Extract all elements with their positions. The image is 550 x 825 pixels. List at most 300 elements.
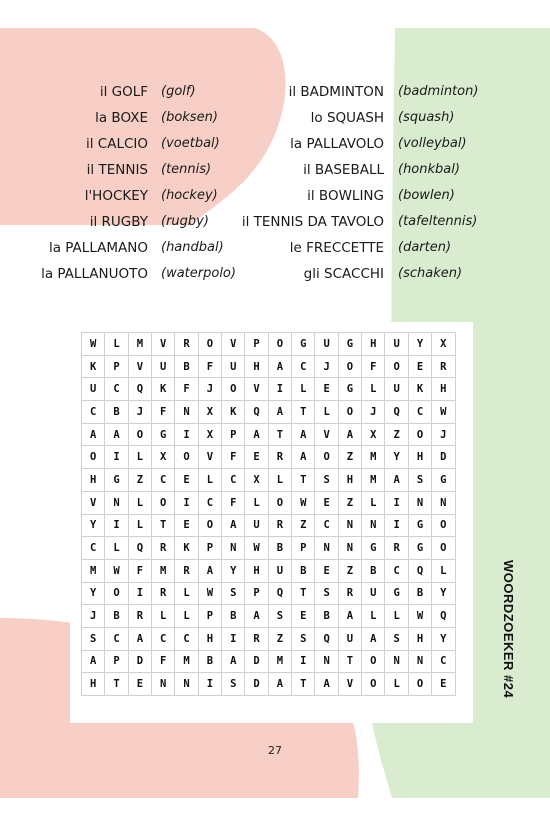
grid-cell[interactable]: H: [432, 378, 455, 401]
grid-cell[interactable]: C: [152, 627, 175, 650]
grid-cell[interactable]: B: [198, 650, 221, 673]
italian-word: il CALCIO: [85, 136, 148, 152]
grid-cell[interactable]: X: [198, 401, 221, 424]
grid-cell[interactable]: A: [338, 605, 361, 628]
grid-cell[interactable]: V: [82, 491, 105, 514]
grid-cell[interactable]: C: [175, 627, 198, 650]
grid-cell[interactable]: I: [198, 673, 221, 696]
grid-cell[interactable]: I: [268, 378, 291, 401]
grid-cell[interactable]: J: [82, 605, 105, 628]
grid-cell[interactable]: T: [152, 514, 175, 537]
grid-cell[interactable]: R: [152, 582, 175, 605]
grid-cell[interactable]: O: [128, 423, 151, 446]
grid-cell[interactable]: R: [268, 514, 291, 537]
grid-cell[interactable]: I: [105, 446, 128, 469]
grid-cell[interactable]: D: [128, 650, 151, 673]
grid-cell[interactable]: I: [222, 627, 245, 650]
grid-row: [82, 537, 456, 560]
grid-cell[interactable]: C: [152, 469, 175, 492]
grid-cell[interactable]: P: [222, 423, 245, 446]
grid-cell[interactable]: A: [105, 423, 128, 446]
grid-cell[interactable]: R: [432, 355, 455, 378]
grid-row: [82, 446, 456, 469]
grid-cell[interactable]: O: [362, 673, 385, 696]
grid-cell[interactable]: Y: [222, 559, 245, 582]
grid-cell[interactable]: U: [338, 627, 361, 650]
grid-cell[interactable]: T: [292, 582, 315, 605]
grid-cell[interactable]: J: [315, 355, 338, 378]
grid-cell[interactable]: S: [315, 582, 338, 605]
grid-cell[interactable]: A: [268, 355, 291, 378]
grid-cell[interactable]: X: [152, 446, 175, 469]
grid-cell[interactable]: A: [268, 673, 291, 696]
grid-cell[interactable]: G: [432, 469, 455, 492]
grid-cell[interactable]: O: [408, 423, 431, 446]
grid-cell[interactable]: Q: [315, 627, 338, 650]
grid-cell[interactable]: U: [385, 378, 408, 401]
grid-cell[interactable]: F: [222, 446, 245, 469]
italian-word: l'HOCKEY: [84, 188, 148, 204]
grid-cell[interactable]: Q: [245, 401, 268, 424]
grid-cell[interactable]: U: [152, 355, 175, 378]
grid-cell[interactable]: C: [408, 401, 431, 424]
grid-cell[interactable]: A: [268, 401, 291, 424]
grid-cell[interactable]: N: [152, 673, 175, 696]
grid-cell[interactable]: G: [362, 537, 385, 560]
grid-cell[interactable]: Z: [385, 423, 408, 446]
grid-cell[interactable]: G: [338, 333, 361, 356]
grid-cell[interactable]: O: [268, 491, 291, 514]
grid-cell[interactable]: Q: [432, 605, 455, 628]
grid-cell[interactable]: U: [315, 333, 338, 356]
grid-cell[interactable]: F: [222, 491, 245, 514]
grid-cell[interactable]: O: [198, 514, 221, 537]
italian-word: il BASEBALL: [303, 162, 384, 178]
grid-cell[interactable]: T: [105, 673, 128, 696]
grid-cell[interactable]: L: [315, 401, 338, 424]
grid-cell[interactable]: X: [362, 423, 385, 446]
italian-word: il BADMINTON: [288, 84, 384, 100]
italian-word: la PALLAVOLO: [290, 136, 384, 152]
dutch-translation: (hockey): [161, 188, 218, 203]
dutch-translation: (boksen): [161, 110, 218, 125]
grid-cell[interactable]: I: [385, 514, 408, 537]
grid-cell[interactable]: L: [385, 673, 408, 696]
puzzle-title: WOORDZOEKER #24: [501, 560, 516, 699]
grid-cell[interactable]: M: [268, 650, 291, 673]
grid-cell[interactable]: H: [82, 469, 105, 492]
grid-cell[interactable]: A: [82, 423, 105, 446]
grid-cell[interactable]: O: [315, 446, 338, 469]
grid-cell[interactable]: T: [292, 469, 315, 492]
grid-cell[interactable]: Y: [408, 333, 431, 356]
grid-cell[interactable]: O: [152, 491, 175, 514]
grid-cell[interactable]: H: [245, 559, 268, 582]
grid-cell[interactable]: L: [105, 333, 128, 356]
grid-cell[interactable]: B: [292, 559, 315, 582]
grid-cell[interactable]: K: [152, 378, 175, 401]
grid-cell[interactable]: E: [245, 446, 268, 469]
grid-cell[interactable]: E: [315, 378, 338, 401]
grid-cell[interactable]: O: [432, 514, 455, 537]
grid-cell[interactable]: A: [82, 650, 105, 673]
dutch-translation: (darten): [398, 240, 452, 255]
grid-cell[interactable]: U: [222, 355, 245, 378]
grid-cell[interactable]: W: [245, 537, 268, 560]
grid-cell[interactable]: C: [105, 378, 128, 401]
grid-cell[interactable]: N: [385, 650, 408, 673]
grid-cell[interactable]: G: [408, 514, 431, 537]
grid-cell[interactable]: B: [105, 401, 128, 424]
grid-cell[interactable]: C: [432, 650, 455, 673]
grid-cell[interactable]: O: [82, 446, 105, 469]
word-search-panel: [70, 322, 473, 723]
italian-word: il GOLF: [99, 84, 148, 100]
grid-cell[interactable]: O: [268, 333, 291, 356]
grid-cell[interactable]: J: [432, 423, 455, 446]
dutch-translation: (bowlen): [398, 188, 455, 203]
grid-cell[interactable]: R: [268, 446, 291, 469]
grid-cell[interactable]: B: [175, 355, 198, 378]
grid-cell[interactable]: H: [408, 627, 431, 650]
grid-cell[interactable]: Y: [432, 627, 455, 650]
grid-cell[interactable]: L: [105, 537, 128, 560]
grid-cell[interactable]: O: [432, 537, 455, 560]
grid-cell[interactable]: E: [315, 559, 338, 582]
grid-cell[interactable]: B: [408, 582, 431, 605]
italian-word: lo SQUASH: [310, 110, 384, 126]
grid-cell[interactable]: E: [432, 673, 455, 696]
grid-cell[interactable]: O: [105, 582, 128, 605]
dutch-translation: (waterpolo): [161, 266, 236, 281]
grid-cell[interactable]: Y: [385, 446, 408, 469]
grid-cell[interactable]: H: [245, 355, 268, 378]
grid-cell[interactable]: W: [82, 333, 105, 356]
grid-row: [82, 491, 456, 514]
grid-cell[interactable]: A: [292, 446, 315, 469]
grid-cell[interactable]: O: [362, 650, 385, 673]
grid-cell[interactable]: W: [292, 491, 315, 514]
grid-cell[interactable]: G: [385, 582, 408, 605]
grid-cell[interactable]: Q: [268, 582, 291, 605]
grid-cell[interactable]: R: [385, 537, 408, 560]
grid-cell[interactable]: B: [222, 605, 245, 628]
grid-cell[interactable]: N: [408, 650, 431, 673]
grid-cell[interactable]: A: [128, 627, 151, 650]
grid-cell[interactable]: L: [128, 491, 151, 514]
grid-cell[interactable]: M: [152, 559, 175, 582]
grid-cell[interactable]: Y: [82, 514, 105, 537]
grid-cell[interactable]: C: [82, 537, 105, 560]
grid-cell[interactable]: C: [385, 559, 408, 582]
grid-cell[interactable]: A: [292, 423, 315, 446]
grid-cell[interactable]: O: [175, 446, 198, 469]
grid-cell[interactable]: X: [198, 423, 221, 446]
page-number: 27: [268, 744, 282, 757]
grid-cell[interactable]: Z: [128, 469, 151, 492]
word-row: [0, 108, 550, 134]
grid-cell[interactable]: U: [82, 378, 105, 401]
grid-cell[interactable]: R: [175, 559, 198, 582]
grid-cell[interactable]: F: [152, 650, 175, 673]
grid-cell[interactable]: K: [82, 355, 105, 378]
grid-cell[interactable]: K: [408, 378, 431, 401]
grid-cell[interactable]: L: [198, 469, 221, 492]
grid-cell[interactable]: Y: [82, 582, 105, 605]
italian-word: la PALLANUOTO: [41, 266, 148, 282]
grid-row: [82, 378, 456, 401]
grid-cell[interactable]: A: [362, 627, 385, 650]
grid-cell[interactable]: N: [338, 537, 361, 560]
grid-cell[interactable]: J: [362, 401, 385, 424]
grid-cell[interactable]: H: [338, 469, 361, 492]
grid-cell[interactable]: I: [175, 491, 198, 514]
grid-cell[interactable]: I: [292, 650, 315, 673]
grid-cell[interactable]: D: [432, 446, 455, 469]
grid-cell[interactable]: J: [198, 378, 221, 401]
word-row: [0, 264, 550, 290]
italian-word: la BOXE: [95, 110, 148, 126]
grid-cell[interactable]: B: [105, 605, 128, 628]
grid-cell[interactable]: F: [198, 355, 221, 378]
italian-word: le FRECCETTE: [289, 240, 384, 256]
grid-cell[interactable]: A: [245, 423, 268, 446]
grid-cell[interactable]: T: [292, 401, 315, 424]
grid-cell[interactable]: E: [175, 469, 198, 492]
grid-cell[interactable]: E: [175, 514, 198, 537]
grid-cell[interactable]: S: [315, 469, 338, 492]
italian-word: la PALLAMANO: [48, 240, 148, 256]
grid-cell[interactable]: L: [432, 559, 455, 582]
grid-cell[interactable]: X: [432, 333, 455, 356]
grid-cell[interactable]: E: [315, 491, 338, 514]
grid-cell[interactable]: F: [175, 378, 198, 401]
grid-cell[interactable]: A: [222, 514, 245, 537]
grid-cell[interactable]: O: [385, 355, 408, 378]
grid-cell[interactable]: N: [432, 491, 455, 514]
grid-cell[interactable]: A: [245, 605, 268, 628]
grid-cell[interactable]: H: [82, 673, 105, 696]
grid-cell[interactable]: N: [222, 537, 245, 560]
grid-cell[interactable]: I: [175, 423, 198, 446]
grid-cell[interactable]: L: [362, 605, 385, 628]
grid-cell[interactable]: G: [105, 469, 128, 492]
grid-cell[interactable]: R: [128, 605, 151, 628]
grid-cell[interactable]: M: [362, 446, 385, 469]
grid-cell[interactable]: L: [175, 605, 198, 628]
grid-cell[interactable]: S: [292, 627, 315, 650]
grid-cell[interactable]: K: [222, 401, 245, 424]
grid-cell[interactable]: F: [362, 355, 385, 378]
grid-cell[interactable]: L: [152, 605, 175, 628]
grid-cell[interactable]: E: [128, 673, 151, 696]
grid-cell[interactable]: Q: [385, 401, 408, 424]
grid-cell[interactable]: V: [338, 673, 361, 696]
grid-cell[interactable]: R: [338, 582, 361, 605]
grid-cell[interactable]: S: [268, 605, 291, 628]
grid-cell[interactable]: S: [222, 582, 245, 605]
grid-cell[interactable]: V: [152, 333, 175, 356]
grid-cell[interactable]: N: [338, 514, 361, 537]
grid-cell[interactable]: C: [292, 355, 315, 378]
grid-cell[interactable]: L: [385, 605, 408, 628]
grid-cell[interactable]: N: [175, 401, 198, 424]
grid-cell[interactable]: L: [362, 491, 385, 514]
grid-cell[interactable]: C: [105, 627, 128, 650]
grid-cell[interactable]: A: [198, 559, 221, 582]
grid-cell[interactable]: P: [105, 650, 128, 673]
grid-cell[interactable]: D: [245, 650, 268, 673]
grid-cell[interactable]: Z: [338, 491, 361, 514]
grid-cell[interactable]: H: [362, 333, 385, 356]
grid-cell[interactable]: P: [105, 355, 128, 378]
word-row: [0, 186, 550, 212]
dutch-translation: (golf): [161, 84, 196, 99]
grid-cell[interactable]: Q: [408, 559, 431, 582]
dutch-translation: (voetbal): [161, 136, 220, 151]
grid-cell[interactable]: V: [245, 378, 268, 401]
grid-cell[interactable]: W: [198, 582, 221, 605]
grid-cell[interactable]: V: [128, 355, 151, 378]
dutch-translation: (handbal): [161, 240, 224, 255]
grid-cell[interactable]: L: [128, 446, 151, 469]
grid-cell[interactable]: N: [105, 491, 128, 514]
grid-row: [82, 333, 456, 356]
grid-cell[interactable]: P: [198, 537, 221, 560]
grid-cell[interactable]: X: [245, 469, 268, 492]
grid-cell[interactable]: M: [82, 559, 105, 582]
grid-cell[interactable]: S: [385, 627, 408, 650]
grid-cell[interactable]: O: [408, 673, 431, 696]
grid-cell[interactable]: M: [175, 650, 198, 673]
grid-cell[interactable]: Z: [292, 514, 315, 537]
italian-word: gli SCACCHI: [303, 266, 384, 282]
grid-cell[interactable]: A: [315, 673, 338, 696]
word-row: [0, 134, 550, 160]
grid-cell[interactable]: R: [152, 537, 175, 560]
grid-cell[interactable]: U: [385, 333, 408, 356]
grid-cell[interactable]: T: [268, 423, 291, 446]
grid-cell[interactable]: M: [362, 469, 385, 492]
grid-cell[interactable]: L: [268, 469, 291, 492]
grid-cell[interactable]: G: [292, 333, 315, 356]
grid-row: [82, 401, 456, 424]
grid-cell[interactable]: E: [292, 605, 315, 628]
grid-cell[interactable]: A: [222, 650, 245, 673]
grid-cell[interactable]: H: [198, 627, 221, 650]
grid-cell[interactable]: P: [245, 333, 268, 356]
grid-cell[interactable]: B: [268, 537, 291, 560]
grid-cell[interactable]: A: [338, 423, 361, 446]
grid-cell[interactable]: Q: [128, 537, 151, 560]
grid-cell[interactable]: G: [152, 423, 175, 446]
word-row: [0, 212, 550, 238]
grid-cell[interactable]: P: [245, 582, 268, 605]
grid-cell[interactable]: R: [245, 627, 268, 650]
grid-cell[interactable]: M: [128, 333, 151, 356]
grid-cell[interactable]: L: [362, 378, 385, 401]
grid-cell[interactable]: V: [222, 333, 245, 356]
grid-cell[interactable]: D: [245, 673, 268, 696]
grid-cell[interactable]: W: [105, 559, 128, 582]
grid-cell[interactable]: S: [82, 627, 105, 650]
word-row: [0, 160, 550, 186]
grid-cell[interactable]: L: [175, 582, 198, 605]
grid-cell[interactable]: S: [408, 469, 431, 492]
grid-cell[interactable]: O: [338, 355, 361, 378]
grid-cell[interactable]: Z: [268, 627, 291, 650]
grid-row: [82, 605, 456, 628]
grid-cell[interactable]: J: [128, 401, 151, 424]
grid-row: [82, 582, 456, 605]
grid-cell[interactable]: V: [198, 446, 221, 469]
grid-cell[interactable]: C: [82, 401, 105, 424]
grid-cell[interactable]: V: [315, 423, 338, 446]
dutch-translation: (volleybal): [398, 136, 467, 151]
grid-row: [82, 673, 456, 696]
grid-cell[interactable]: O: [198, 333, 221, 356]
grid-cell[interactable]: H: [408, 446, 431, 469]
grid-cell[interactable]: U: [268, 559, 291, 582]
grid-cell[interactable]: Q: [128, 378, 151, 401]
grid-cell[interactable]: N: [362, 514, 385, 537]
grid-cell[interactable]: L: [245, 491, 268, 514]
grid-cell[interactable]: I: [385, 491, 408, 514]
grid-cell[interactable]: C: [315, 514, 338, 537]
word-list: [0, 82, 550, 290]
grid-cell[interactable]: P: [292, 537, 315, 560]
grid-cell[interactable]: G: [338, 378, 361, 401]
grid-cell[interactable]: E: [408, 355, 431, 378]
grid-cell[interactable]: O: [338, 401, 361, 424]
grid-cell[interactable]: C: [198, 491, 221, 514]
grid-cell[interactable]: F: [152, 401, 175, 424]
grid-cell[interactable]: K: [175, 537, 198, 560]
grid-cell[interactable]: G: [408, 537, 431, 560]
grid-row: [82, 469, 456, 492]
grid-cell[interactable]: W: [432, 401, 455, 424]
grid-cell[interactable]: P: [198, 605, 221, 628]
grid-cell[interactable]: Z: [338, 559, 361, 582]
grid-cell[interactable]: C: [222, 469, 245, 492]
grid-cell[interactable]: T: [338, 650, 361, 673]
grid-cell[interactable]: R: [175, 333, 198, 356]
grid-cell[interactable]: S: [222, 673, 245, 696]
grid-row: [82, 355, 456, 378]
grid-cell[interactable]: I: [105, 514, 128, 537]
grid-cell[interactable]: U: [362, 582, 385, 605]
grid-row: [82, 650, 456, 673]
grid-cell[interactable]: T: [292, 673, 315, 696]
grid-cell[interactable]: B: [315, 605, 338, 628]
grid-cell[interactable]: F: [128, 559, 151, 582]
grid-cell[interactable]: B: [362, 559, 385, 582]
grid-row: [82, 423, 456, 446]
grid-cell[interactable]: N: [175, 673, 198, 696]
grid-cell[interactable]: N: [315, 537, 338, 560]
grid-cell[interactable]: N: [315, 650, 338, 673]
grid-cell[interactable]: O: [222, 378, 245, 401]
grid-cell[interactable]: Z: [338, 446, 361, 469]
grid-cell[interactable]: I: [128, 582, 151, 605]
grid-cell[interactable]: L: [292, 378, 315, 401]
grid-cell[interactable]: U: [245, 514, 268, 537]
grid-cell[interactable]: N: [408, 491, 431, 514]
grid-cell[interactable]: W: [408, 605, 431, 628]
grid-cell[interactable]: L: [128, 514, 151, 537]
grid-cell[interactable]: Y: [432, 582, 455, 605]
grid-cell[interactable]: A: [385, 469, 408, 492]
